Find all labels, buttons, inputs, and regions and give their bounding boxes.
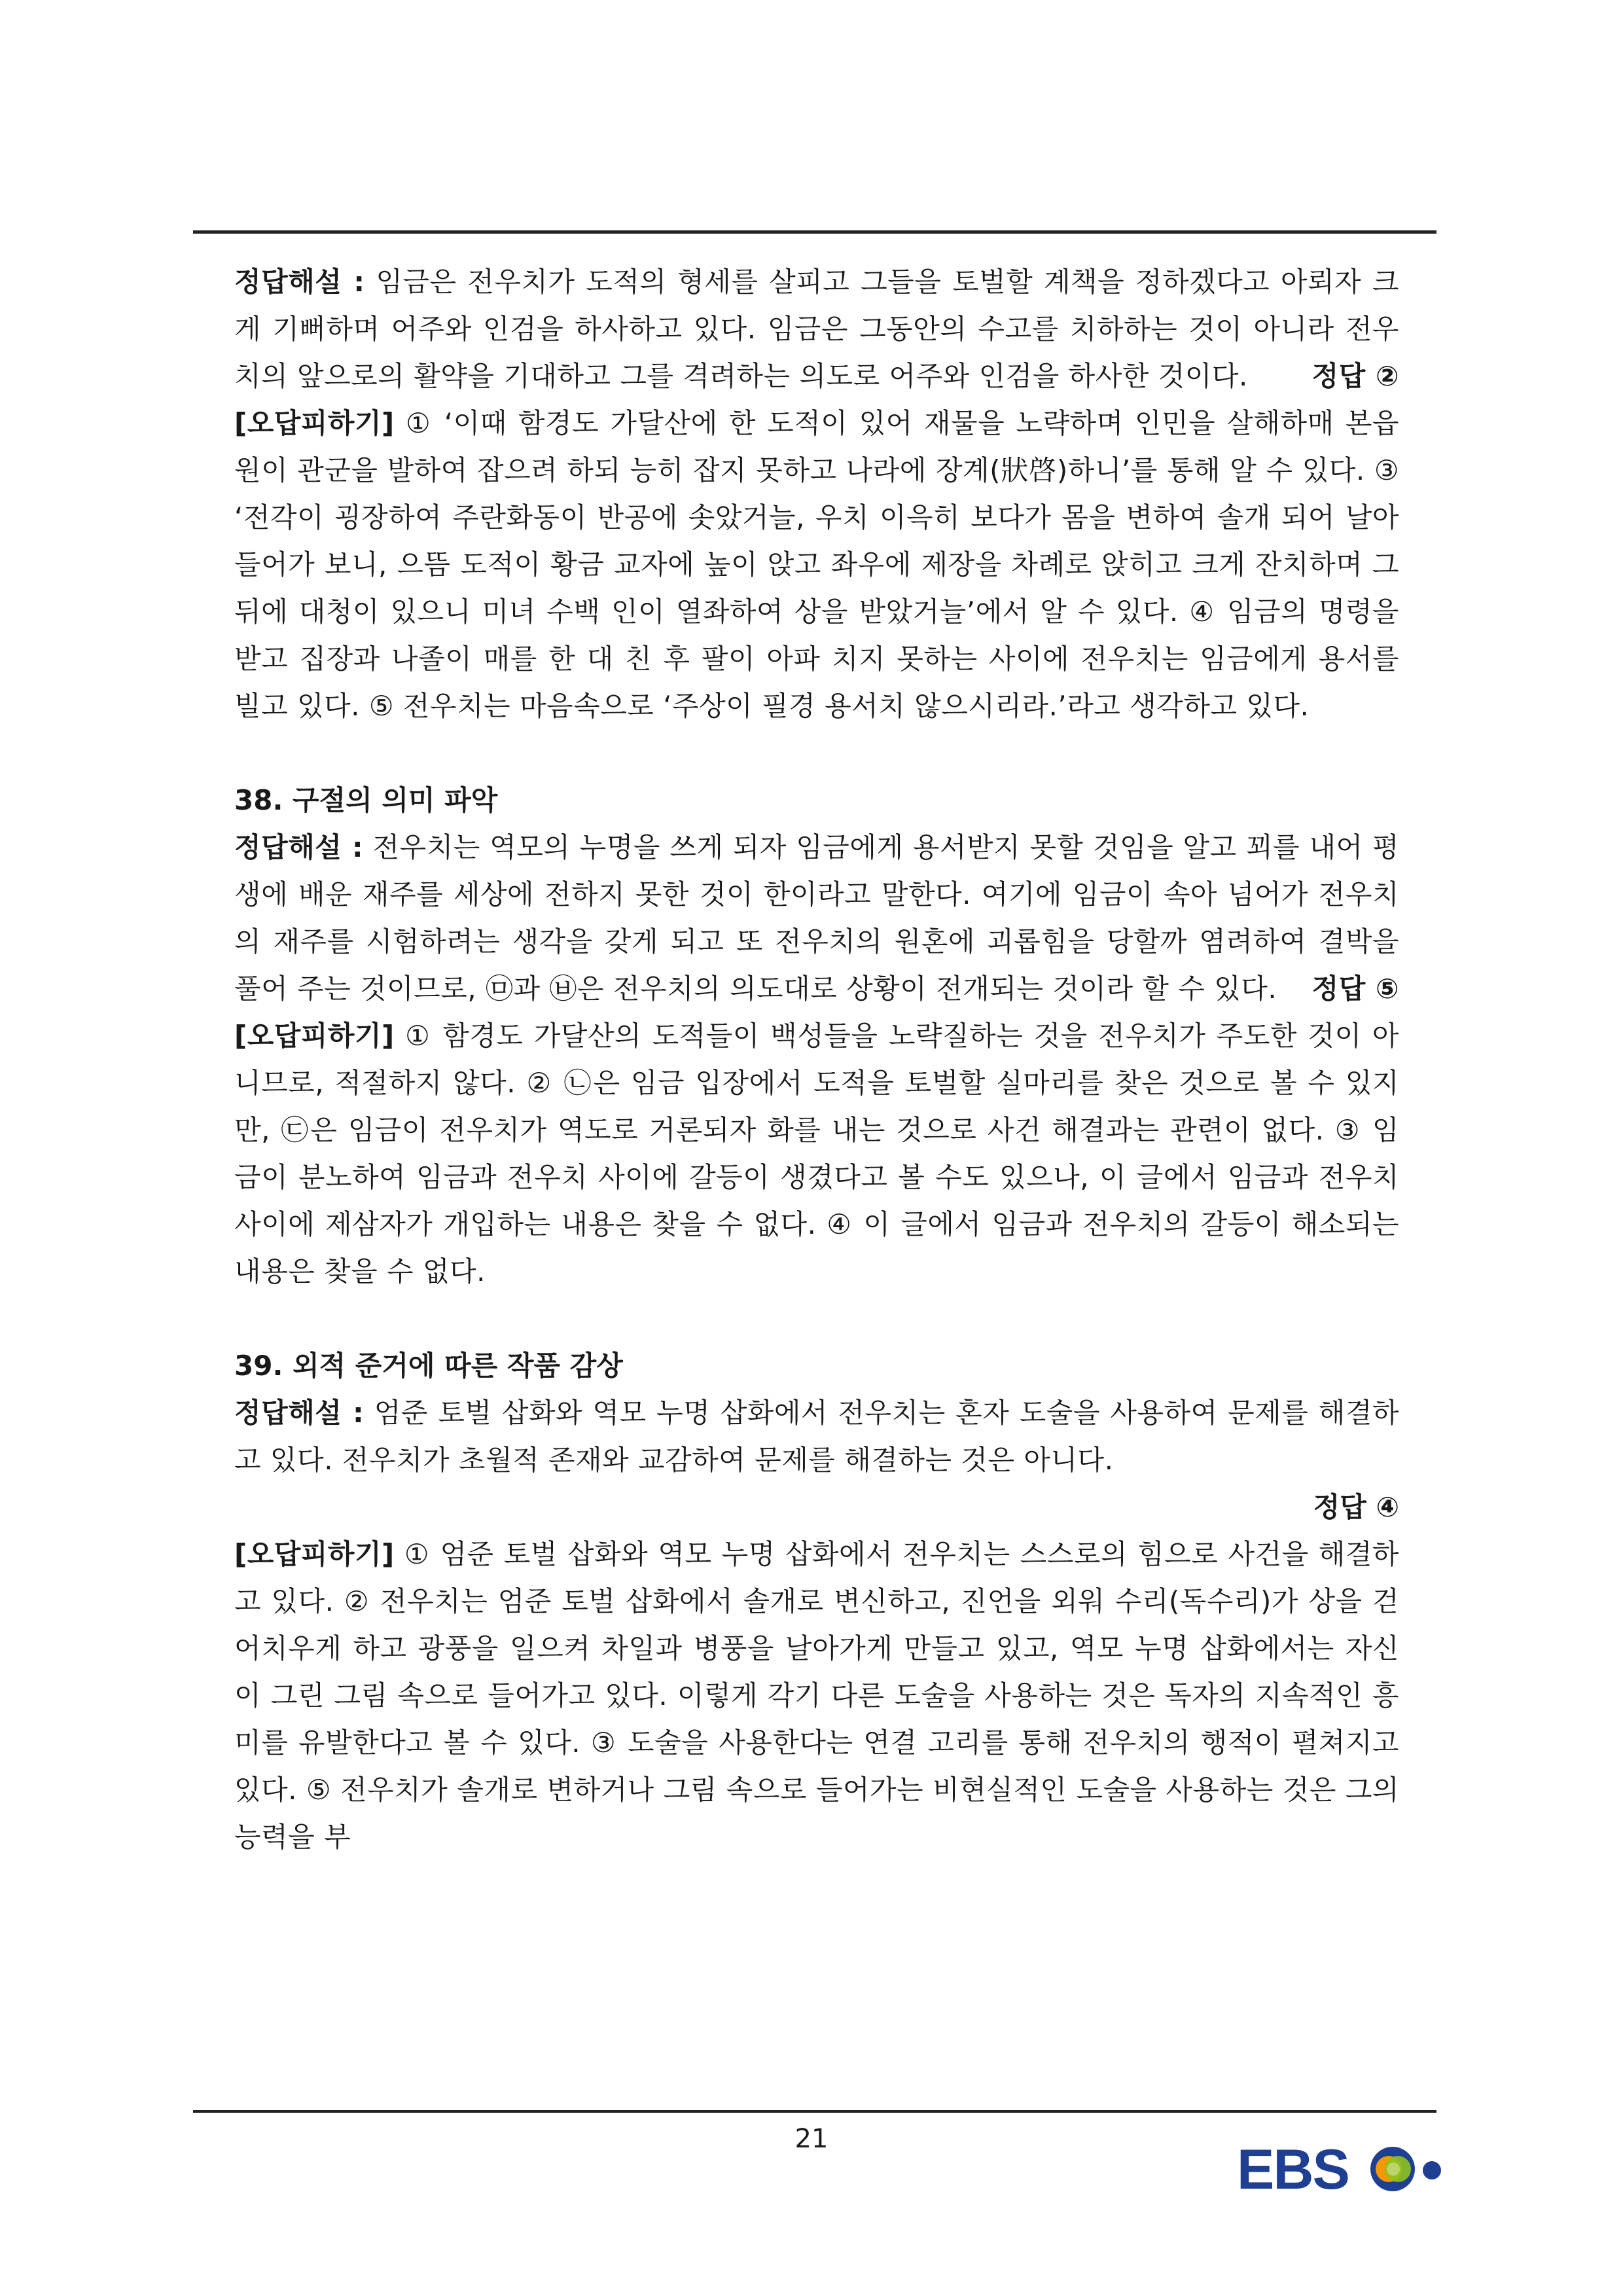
- correct-answer-explanation: [234, 824, 1399, 1013]
- odap-label: [오답피하기]: [234, 407, 395, 439]
- haeseol-label: 정답해설 :: [234, 1397, 365, 1429]
- odap-text: ① 엄준 토벌 삽화와 역모 누명 삽화에서 전우치는 스스로의 힘으로 사건을 해결하고 있다. ② 전우치는 엄준 토벌 삽화에서 솔개로 변신하고, 진언을 외워 수리(독수리)가 상을 걷어치우게 하고 광풍을 일으켜 차일과 병풍을 날아가게 만들고 있고, 역모 누명 삽화에서는 자신이 그린 그림 속으로 들어가고 있다. 이렇게 각기 다른 도술을 사용하는 것은 독자의 지속적인 흥미를 유발한다고 볼 수 있다. ③ 도술을 사용한다는 연결 고리를 통해 전우치의 행적이 펼쳐지고 있다. ⑤ 전우치가 솔개로 변하거나 그림 속으로 들어가는 비현실적인 도술을 사용하는 것은 그의 능력을 부: [234, 1538, 1399, 1853]
- answer-label: 정답 ⑤: [1311, 973, 1399, 1005]
- correct-answer-explanation: [234, 259, 1399, 400]
- odap-text: ① ‘이때 함경도 가달산에 한 도적이 있어 재물을 노략하며 인민을 살해하매 본읍 원이 관군을 발하여 잡으려 하되 능히 잡지 못하고 나라에 장계(狀啓)하니’를 통해 알 수 있다. ③ ‘전각이 굉장하여 주란화동이 반공에 솟았거늘, 우치 이윽히 보다가 몸을 변하여 솔개 되어 날아 들어가 보니, 으뜸 도적이 황금 교자에 높이 앉고 좌우에 제장을 차례로 앉히고 크게 잔치하며 그 뒤에 대청이 있으니 미녀 수백 인이 열좌하여 상을 받았거늘’에서 알 수 있다. ④ 임금의 명령을 받고 집장과 나졸이 매를 한 대 친 후 팔이 아파 치지 못하는 사이에 전우치는 임금에게 용서를 빌고 있다. ⑤ 전우치는 마음속으로 ‘주상이 필경 용서치 않으시리라.’라고 생각하고 있다.: [234, 407, 1399, 722]
- question-title-39: 39. 외적 준거에 따른 작품 감상: [234, 1350, 623, 1382]
- haeseol-text: 엄준 토벌 삽화와 역모 누명 삽화에서 전우치는 혼자 도술을 사용하여 문제를 해결하고 있다. 전우치가 초월적 존재와 교감하여 문제를 해결하는 것은 아니다.: [234, 1397, 1399, 1476]
- wrong-answer-explanation: [234, 1013, 1399, 1295]
- odap-text: ① 함경도 가달산의 도적들이 백성들을 노략질하는 것을 전우치가 주도한 것이 아니므로, 적절하지 않다. ② ㉡은 임금 입장에서 도적을 토벌할 실마리를 찾은 것으로 볼 수 있지만, ㉢은 임금이 전우치가 역도로 거론되자 화를 내는 것으로 사건 해결과는 관련이 없다. ③ 임금이 분노하여 임금과 전우치 사이에 갈등이 생겼다고 볼 수도 있으나, 이 글에서 임금과 전우치 사이에 제삼자가 개입하는 내용은 찾을 수 없다. ④ 이 글에서 임금과 전우치의 갈등이 해소되는 내용은 찾을 수 없다.: [234, 1020, 1399, 1287]
- page-number: 21: [794, 2124, 829, 2154]
- ebs-logo: [1237, 2132, 1459, 2204]
- answer-label: 정답 ②: [1311, 360, 1399, 392]
- odap-label: [오답피하기]: [234, 1020, 395, 1052]
- haeseol-text: 전우치는 역모의 누명을 쓰게 되자 임금에게 용서받지 못할 것임을 알고 꾀를 내어 평생에 배운 재주를 세상에 전하지 못한 것이 한이라고 말한다. 여기에 임금이 속아 넘어가 전우치의 재주를 시험하려는 생각을 갖게 되고 또 전우치의 원혼에 괴롭힘을 당할까 염려하여 결박을 풀어 주는 것이므로, ㉤과 ㉥은 전우치의 의도대로 상황이 전개되는 것이라 할 수 있다.: [234, 831, 1399, 1005]
- odap-label: [오답피하기]: [234, 1538, 395, 1570]
- footer-rule: [193, 2110, 1436, 2113]
- answer-label: 정답 ④: [1313, 1491, 1399, 1523]
- wrong-answer-explanation: [234, 400, 1399, 730]
- header-rule: [193, 230, 1436, 234]
- correct-answer-explanation: [234, 1390, 1399, 1484]
- question-title-38: 38. 구절의 의미 파악: [234, 784, 498, 816]
- wrong-answer-explanation: [234, 1531, 1399, 1861]
- ebs-logo-mark-icon: [1237, 2132, 1459, 2204]
- answer-explanation-body: [234, 259, 1399, 1861]
- haeseol-text: 임금은 전우치가 도적의 형세를 살피고 그들을 토벌할 계책을 정하겠다고 아뢰자 크게 기뻐하며 어주와 인검을 하사하고 있다. 임금은 그동안의 수고를 치하하는 것이 아니라 전우치의 앞으로의 활약을 기대하고 그를 격려하는 의도로 어주와 인검을 하사한 것이다.: [234, 266, 1399, 392]
- haeseol-label: 정답해설 :: [234, 266, 365, 298]
- ebs-logo-text: EBS: [1237, 2138, 1349, 2201]
- haeseol-label: 정답해설 :: [234, 831, 364, 863]
